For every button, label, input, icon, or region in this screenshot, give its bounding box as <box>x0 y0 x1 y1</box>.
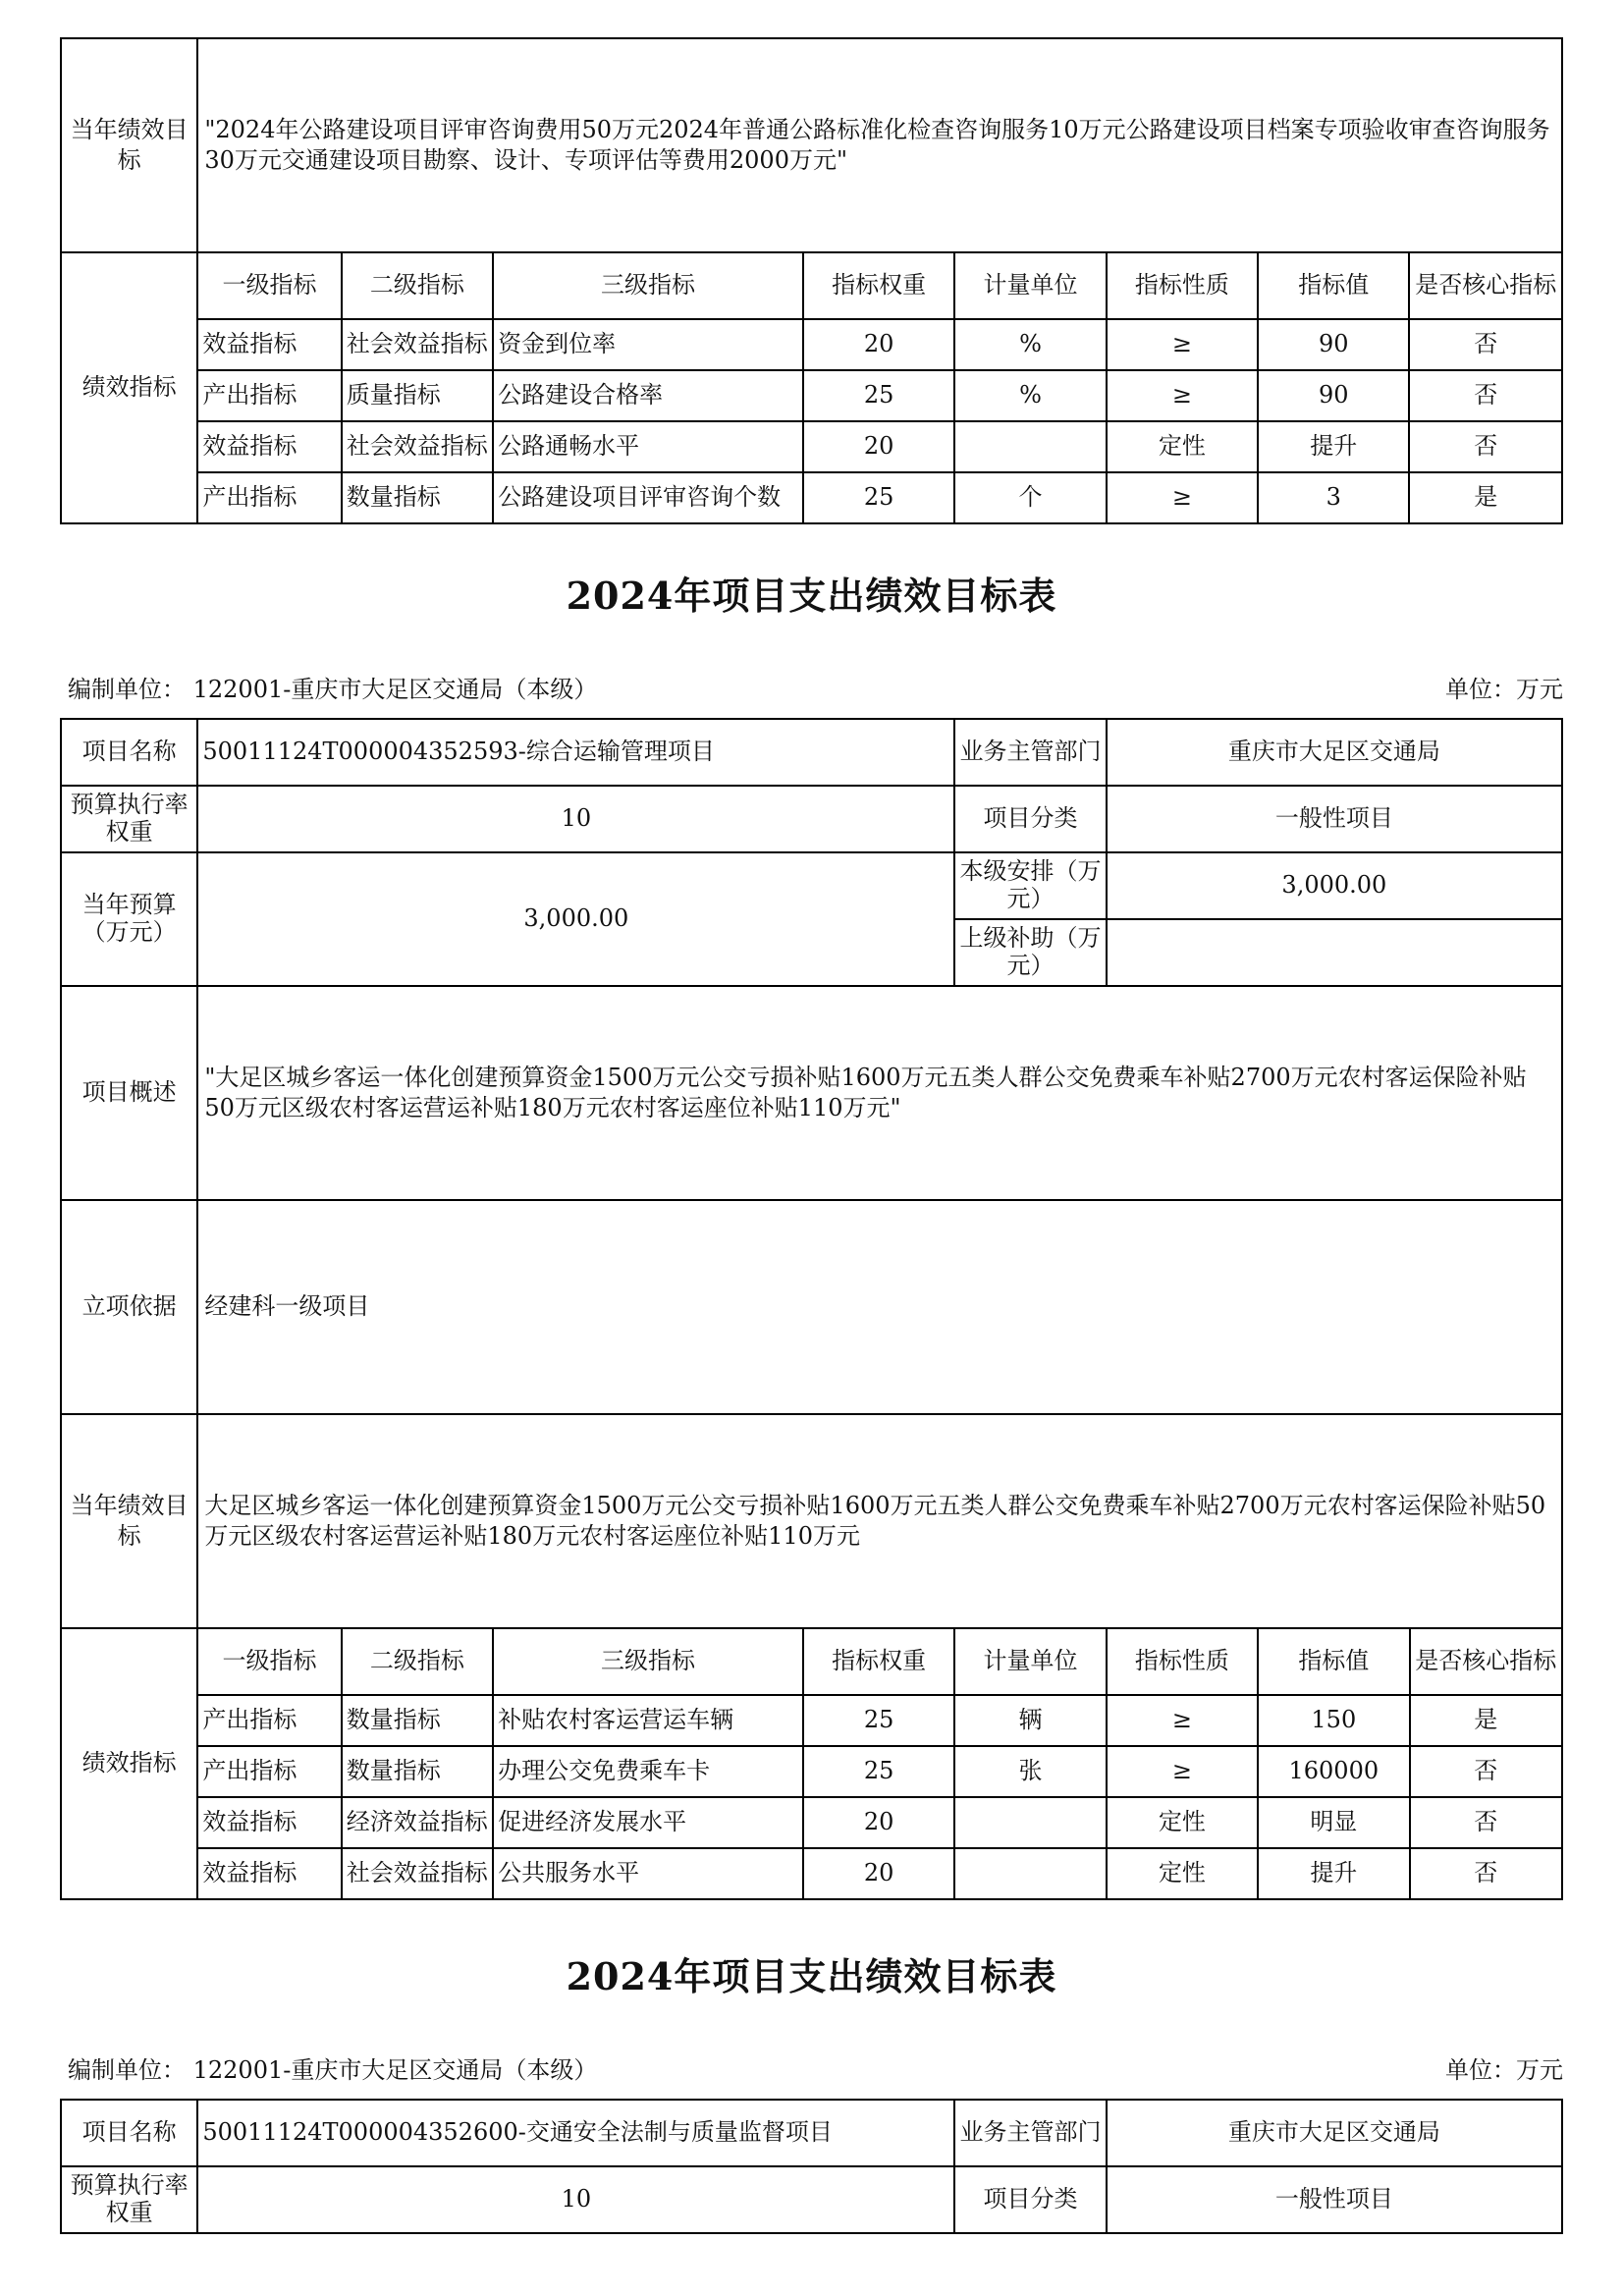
dept-value: 重庆市大足区交通局 <box>1107 2100 1562 2166</box>
table-cell: 产出指标 <box>197 370 341 421</box>
compile-unit: 编制单位： 122001-重庆市大足区交通局（本级） <box>68 676 598 703</box>
header-unit: 计量单位 <box>954 1628 1106 1695</box>
page-title: 2024年项目支出绩效目标表 <box>566 1954 1057 1998</box>
table-cell: 公路建设合格率 <box>493 370 803 421</box>
upper-label: 上级补助（万元） <box>954 919 1106 986</box>
exec-rate-label: 预算执行率权重 <box>61 786 197 852</box>
header-nature: 指标性质 <box>1107 1628 1258 1695</box>
table-cell: 25 <box>803 1695 954 1746</box>
table-cell <box>954 1797 1106 1848</box>
table-cell: 辆 <box>954 1695 1106 1746</box>
header-level2: 二级指标 <box>342 252 493 319</box>
table-cell: 明显 <box>1258 1797 1409 1848</box>
project-info-table <box>60 2099 1563 2234</box>
table-cell: 补贴农村客运营运车辆 <box>493 1695 803 1746</box>
basis-label: 立项依据 <box>61 1200 197 1414</box>
basis-text: 经建科一级项目 <box>197 1200 1562 1414</box>
goal-text: "2024年公路建设项目评审咨询费用50万元2024年普通公路标准化检查咨询服务10万元公路建设项目档案专项验收审查咨询服务30万元交通建设项目勘察、设计、专项评估等费用2000万元" <box>197 38 1562 252</box>
table-cell: 提升 <box>1258 1848 1409 1899</box>
table-cell: 否 <box>1410 1848 1562 1899</box>
table-cell: 定性 <box>1107 1848 1258 1899</box>
overview-text: "大足区城乡客运一体化创建预算资金1500万元公交亏损补贴1600万元五类人群公交免费乘车补贴2700万元农村客运保险补贴50万元区级农村客运营运补贴180万元农村客运座位补贴110万元" <box>197 986 1562 1200</box>
table-cell: 质量指标 <box>342 370 493 421</box>
money-unit: 单位：万元 <box>1445 676 1563 703</box>
kpi-label: 绩效指标 <box>61 252 197 523</box>
project-info-table <box>60 718 1563 1900</box>
table-cell: 数量指标 <box>342 1746 493 1797</box>
header-unit: 计量单位 <box>954 252 1106 319</box>
table-cell: 社会效益指标 <box>342 319 493 370</box>
table-cell: 否 <box>1409 319 1562 370</box>
table-cell: 20 <box>803 1797 954 1848</box>
table-cell: 效益指标 <box>197 1848 341 1899</box>
table-cell: 产出指标 <box>197 472 341 523</box>
table-cell: ≥ <box>1107 319 1258 370</box>
table-cell: 25 <box>803 370 954 421</box>
category-value: 一般性项目 <box>1107 2166 1562 2233</box>
table-cell: 产出指标 <box>197 1695 341 1746</box>
table-cell: ≥ <box>1107 370 1258 421</box>
header-level3: 三级指标 <box>493 252 803 319</box>
dept-label: 业务主管部门 <box>954 719 1106 786</box>
top-performance-table <box>60 37 1563 524</box>
table-cell: ≥ <box>1107 1746 1258 1797</box>
upper-value <box>1107 919 1562 986</box>
table-cell: 否 <box>1409 370 1562 421</box>
table-cell: 定性 <box>1107 421 1258 472</box>
table-cell: 办理公交免费乘车卡 <box>493 1746 803 1797</box>
page-title: 2024年项目支出绩效目标表 <box>566 574 1057 618</box>
header-core: 是否核心指标 <box>1410 1628 1562 1695</box>
compile-unit: 编制单位： 122001-重庆市大足区交通局（本级） <box>68 2056 598 2084</box>
table-cell: 20 <box>803 319 954 370</box>
table-cell: 个 <box>954 472 1106 523</box>
goal-text: 大足区城乡客运一体化创建预算资金1500万元公交亏损补贴1600万元五类人群公交免费乘车补贴2700万元农村客运保险补贴50万元区级农村客运营运补贴180万元农村客运座位补贴110万元 <box>197 1414 1562 1628</box>
own-value: 3,000.00 <box>1107 852 1562 919</box>
table-cell: 经济效益指标 <box>342 1797 493 1848</box>
table-cell: 效益指标 <box>197 1797 341 1848</box>
header-weight: 指标权重 <box>803 1628 954 1695</box>
goal-label: 当年绩效目标 <box>61 38 197 252</box>
header-core: 是否核心指标 <box>1409 252 1562 319</box>
project-name-label: 项目名称 <box>61 2100 197 2166</box>
table-cell: ≥ <box>1107 1695 1258 1746</box>
table-cell: 20 <box>803 421 954 472</box>
own-label: 本级安排（万元） <box>954 852 1106 919</box>
table-cell: 否 <box>1410 1746 1562 1797</box>
project-name-label: 项目名称 <box>61 719 197 786</box>
exec-rate-value: 10 <box>197 786 954 852</box>
table-cell: 25 <box>803 472 954 523</box>
project-name: 50011124T000004352593-综合运输管理项目 <box>197 719 954 786</box>
table-cell: 效益指标 <box>197 421 341 472</box>
table-cell: 否 <box>1410 1797 1562 1848</box>
money-unit: 单位：万元 <box>1445 2056 1563 2084</box>
table-cell: 张 <box>954 1746 1106 1797</box>
dept-label: 业务主管部门 <box>954 2100 1106 2166</box>
table-cell: 25 <box>803 1746 954 1797</box>
budget-label: 当年预算（万元） <box>61 852 197 986</box>
table-cell: 社会效益指标 <box>342 1848 493 1899</box>
table-cell: ≥ <box>1107 472 1258 523</box>
exec-rate-label: 预算执行率权重 <box>61 2166 197 2233</box>
table-cell: % <box>954 319 1106 370</box>
table-cell: 数量指标 <box>342 1695 493 1746</box>
table-cell <box>954 1848 1106 1899</box>
goal-label: 当年绩效目标 <box>61 1414 197 1628</box>
table-cell: 90 <box>1258 319 1409 370</box>
table-cell: 资金到位率 <box>493 319 803 370</box>
table-cell: 促进经济发展水平 <box>493 1797 803 1848</box>
table-cell: 160000 <box>1258 1746 1409 1797</box>
table-cell: 公路通畅水平 <box>493 421 803 472</box>
table-cell: 效益指标 <box>197 319 341 370</box>
exec-rate-value: 10 <box>197 2166 954 2233</box>
header-weight: 指标权重 <box>803 252 954 319</box>
budget-value: 3,000.00 <box>197 852 954 986</box>
table-cell: 3 <box>1258 472 1409 523</box>
table-cell: 20 <box>803 1848 954 1899</box>
header-level2: 二级指标 <box>342 1628 493 1695</box>
header-value: 指标值 <box>1258 252 1409 319</box>
kpi-label: 绩效指标 <box>61 1628 197 1899</box>
category-label: 项目分类 <box>954 786 1106 852</box>
table-cell: 产出指标 <box>197 1746 341 1797</box>
project-name: 50011124T000004352600-交通安全法制与质量监督项目 <box>197 2100 954 2166</box>
header-level1: 一级指标 <box>197 252 341 319</box>
table-cell: 数量指标 <box>342 472 493 523</box>
category-label: 项目分类 <box>954 2166 1106 2233</box>
table-cell: 是 <box>1409 472 1562 523</box>
table-cell: 公共服务水平 <box>493 1848 803 1899</box>
table-cell: 社会效益指标 <box>342 421 493 472</box>
overview-label: 项目概述 <box>61 986 197 1200</box>
dept-value: 重庆市大足区交通局 <box>1107 719 1562 786</box>
table-cell: 是 <box>1410 1695 1562 1746</box>
table-cell: 定性 <box>1107 1797 1258 1848</box>
table-cell: 150 <box>1258 1695 1409 1746</box>
table-cell: 公路建设项目评审咨询个数 <box>493 472 803 523</box>
header-level3: 三级指标 <box>493 1628 803 1695</box>
header-value: 指标值 <box>1258 1628 1409 1695</box>
header-level1: 一级指标 <box>197 1628 341 1695</box>
header-nature: 指标性质 <box>1107 252 1258 319</box>
table-cell: 否 <box>1409 421 1562 472</box>
table-cell: 90 <box>1258 370 1409 421</box>
category-value: 一般性项目 <box>1107 786 1562 852</box>
table-cell: 提升 <box>1258 421 1409 472</box>
table-cell <box>954 421 1106 472</box>
table-cell: % <box>954 370 1106 421</box>
